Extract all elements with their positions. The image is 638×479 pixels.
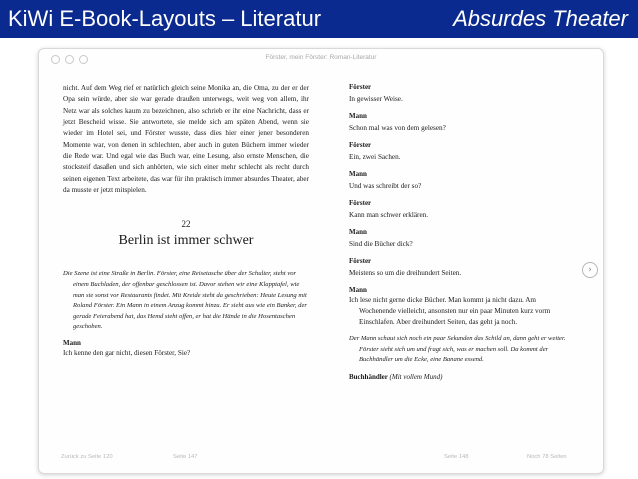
- speaker-name: Mann: [349, 228, 367, 236]
- banner-left-title: KiWi E-Book-Layouts – Literatur: [8, 6, 322, 31]
- speaker-note: (Mit vollem Mund): [389, 372, 443, 381]
- stage-direction: Der Mann schaut sich noch ein paar Sekunden das Schild an, dann geht er weiter. Förster sieht sich um und fragt sich, was er machen soll. Da kommt der Buchhändler um die Ecke, eine Banane essend.: [349, 335, 566, 364]
- speaker-name: Mann: [63, 339, 81, 347]
- next-page-button[interactable]: [582, 262, 598, 278]
- dialogue-line: Meistens so um die dreihundert Seiten.: [349, 269, 462, 277]
- right-page: [349, 83, 574, 381]
- chapter-title: Berlin ist immer schwer: [118, 233, 254, 249]
- speaker-name: Mann: [349, 286, 367, 294]
- dialogue-line: In gewisser Weise.: [349, 95, 403, 103]
- left-page-paragraph: nicht. Auf dem Weg rief er natürlich gleich seine Monika an, die Oma, zu der er der Opa sein würde, aber sie war gerade draußen unterwegs, weit weg von allem, ihr Netz war als solches kaum zu bezeichnen, also schrieb er ihr eine Nachricht, dass er jetzt Bescheid wisse. Sie antwortete, sie melde sich am späten Abend, wenn sie wieder im Hotel sei, und Förster wusste, dass dies hier einer jener besonderen Momente war, von denen in schlechten, aber auch in guten Büchern immer wieder die Rede war. Und egal wie das Buch war, eine Lesung, also ernste Menschen, die stocksteif dasaßen und sich anhörten, wie sich einer mehr schlecht als recht durch seinen eigenen Text arbeitete, das war für ihn praktisch immer absurdes Theater, aber da musste er jetzt mitspielen.: [63, 84, 309, 195]
- dialogue-line: Sind die Bücher dick?: [349, 240, 413, 248]
- back-to-page-link[interactable]: Zurück zu Seite 120: [61, 454, 113, 460]
- window-title: Förster, mein Förster: Roman-Literatur: [265, 54, 377, 61]
- speaker-name: [349, 373, 574, 381]
- chevron-right-icon: ›: [588, 265, 592, 275]
- speaker-name: Förster: [349, 83, 372, 91]
- dialogue-line: Ich lese nicht gerne dicke Bücher. Man kommt ja nicht dazu. Am Wochenende vielleicht, ansonsten nur ein paar Minuten kurz vorm Einschlafen. Aber dreihundert Seiten, das geht ja noch.: [349, 296, 551, 326]
- reader-window: [38, 48, 604, 474]
- dialogue-line: Und was schreibt der so?: [349, 182, 422, 190]
- window-titlebar: [39, 49, 603, 69]
- chapter-number: 22: [181, 219, 191, 230]
- stage-direction: Die Szene ist eine Straße in Berlin. Förster, eine Reisetasche über der Schulter, steht vor einem Buchladen, der offenbar geschlossen ist. Davor stehen wir eine Klapptafel, wie man sie sonst vor Restaurants findet. Mit Kreide steht da geschrieben: Heute Lesung mit Roland Förster. Ein Mann in einem Anzug kommt hinzu. Er sieht aus wie ein Banker, der gerade Feierabend hat, das Hemd steht offen, er hat die Hände in die Hosentaschen geschoben.: [63, 270, 307, 331]
- dialogue-line: Schon mal was von dem gelesen?: [349, 124, 446, 132]
- dialogue-line: Ich kenne den gar nicht, diesen Förster, Sie?: [63, 349, 191, 357]
- speaker-name: Mann: [349, 112, 367, 120]
- dialogue-line: Kann man schwer erklären.: [349, 211, 429, 219]
- slide-banner: [0, 0, 638, 38]
- speaker-name: Förster: [349, 199, 372, 207]
- speaker-name: Förster: [349, 141, 372, 149]
- speaker-name: Mann: [349, 170, 367, 178]
- left-page: [63, 83, 309, 359]
- right-page-number: Seite 148: [444, 454, 469, 460]
- speaker-name: Förster: [349, 257, 372, 265]
- banner-right-title: Absurdes Theater: [453, 6, 628, 31]
- speaker-name-text: Buchhändler: [349, 372, 388, 381]
- pages-remaining: Noch 78 Seiten: [527, 454, 567, 460]
- left-page-number: Seite 147: [173, 454, 198, 460]
- dialogue-line: Ein, zwei Sachen.: [349, 153, 401, 161]
